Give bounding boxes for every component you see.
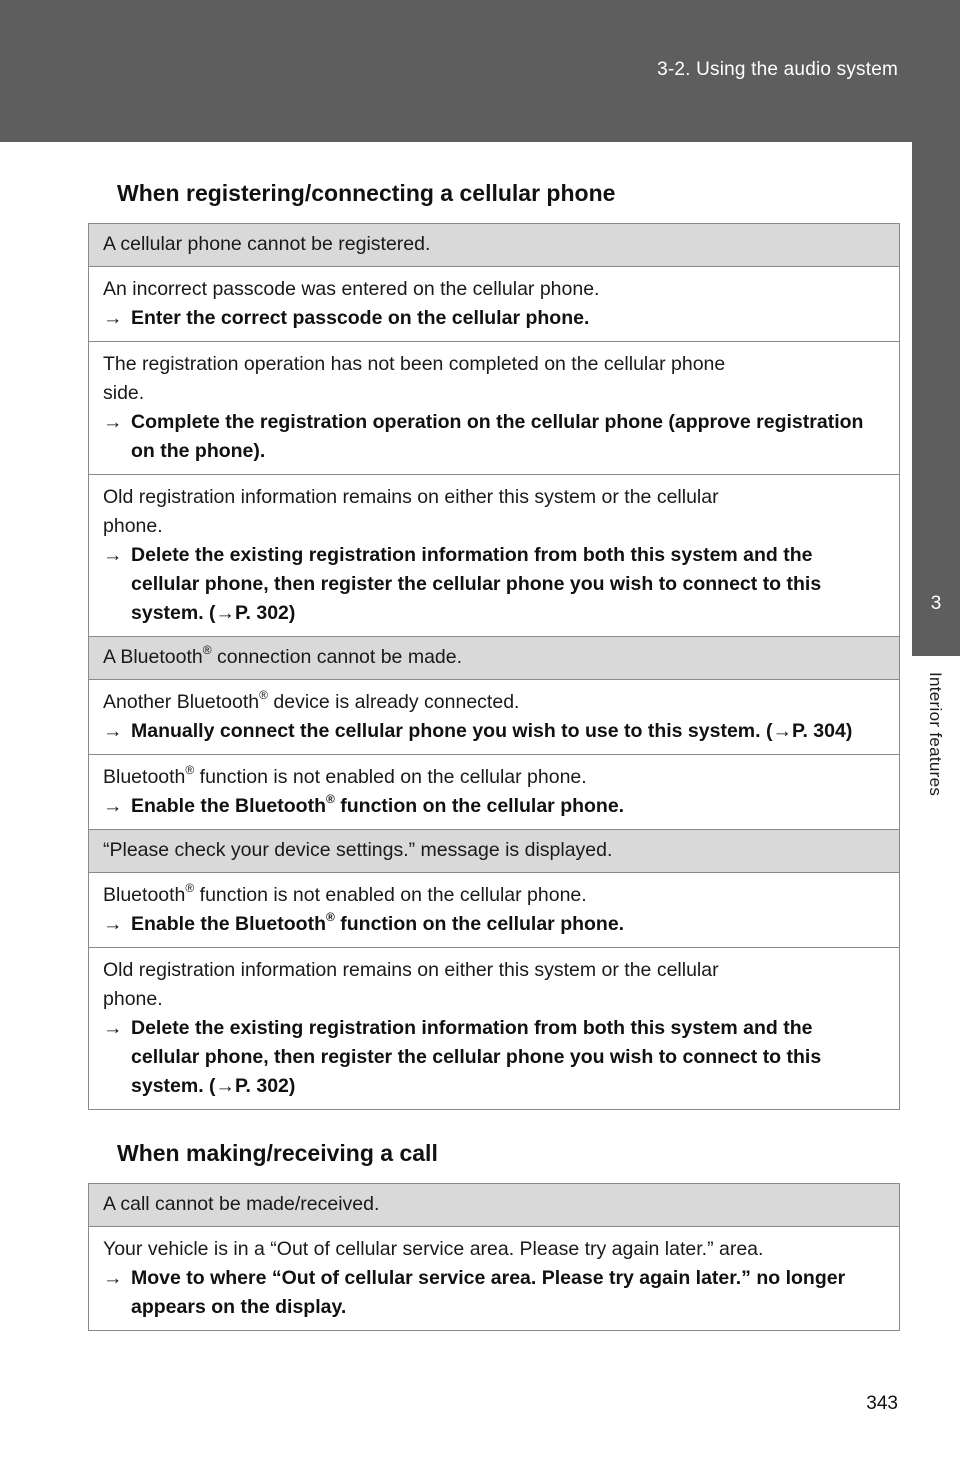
cause-text: Old registration information remains on either this system or the cellular (103, 959, 719, 981)
troubleshooting-table-calls (88, 1183, 900, 1331)
solution (103, 792, 885, 829)
problem-row (89, 637, 899, 680)
section-title-calls: When making/receiving a call (117, 1140, 438, 1166)
solution (103, 304, 885, 341)
chapter-number: 3 (912, 552, 960, 656)
cause-text: side. (103, 382, 145, 404)
page-number: 343 (866, 1393, 898, 1414)
chapter-label: Interior features (926, 672, 945, 797)
cause-row (89, 475, 899, 637)
arrow-icon: → (103, 913, 123, 935)
problem-row (89, 830, 899, 873)
cause-row (89, 267, 899, 342)
cause-text: Bluetooth® function is not enabled on the cellular phone. (103, 881, 587, 906)
problem-text: A Bluetooth® connection cannot be made. (103, 643, 463, 668)
solution-text: Move to where “Out of cellular service area. Please try again later.” no longer appears on the display. (131, 1267, 846, 1318)
cause-row (89, 873, 899, 948)
problem-text: A call cannot be made/received. (103, 1193, 380, 1215)
solution (103, 717, 885, 754)
cause-text: An incorrect passcode was entered on the cellular phone. (103, 278, 600, 300)
cause-row (89, 342, 899, 475)
solution-text: Complete the registration operation on the cellular phone (approve registration on the phone). (131, 411, 864, 462)
solution (103, 1014, 885, 1109)
cause-text: phone. (103, 988, 163, 1010)
arrow-icon: → (103, 720, 123, 742)
section-title-connecting: When registering/connecting a cellular phone (117, 180, 616, 206)
arrow-icon: → (103, 307, 123, 329)
solution-text: Manually connect the cellular phone you wish to use to this system. (→P. 304) (131, 720, 853, 742)
problem-text: A cellular phone cannot be registered. (103, 233, 431, 255)
arrow-icon: → (103, 411, 123, 433)
problem-row (89, 1184, 899, 1227)
problem-text: “Please check your device settings.” message is displayed. (103, 839, 613, 861)
cause-row (89, 755, 899, 830)
chapter-side-tab (912, 142, 960, 1342)
cause-row (89, 680, 899, 755)
arrow-icon: → (103, 1267, 123, 1289)
cause-text: phone. (103, 515, 163, 537)
cause-text: Your vehicle is in a “Out of cellular service area. Please try again later.” area. (103, 1238, 764, 1260)
solution-text: Enter the correct passcode on the cellular phone. (131, 307, 590, 329)
solution (103, 1264, 885, 1330)
solution (103, 408, 885, 474)
solution (103, 910, 885, 947)
solution-text: Delete the existing registration information from both this system and the cellular phone, then register the cellular phone you wish to connect to this system. (→P. 302) (131, 544, 822, 624)
section-header: 3-2. Using the audio system (657, 59, 898, 80)
cause-text: Another Bluetooth® device is already connected. (103, 688, 520, 713)
header-band (0, 0, 960, 142)
cause-text: Bluetooth® function is not enabled on the cellular phone. (103, 763, 587, 788)
solution-text: Enable the Bluetooth® function on the cellular phone. (131, 792, 625, 817)
solution-text: Delete the existing registration information from both this system and the cellular phone, then register the cellular phone you wish to connect to this system. (→P. 302) (131, 1017, 822, 1097)
cause-text: The registration operation has not been completed on the cellular phone (103, 353, 726, 375)
solution-text: Enable the Bluetooth® function on the cellular phone. (131, 910, 625, 935)
solution (103, 541, 885, 636)
cause-row (89, 1227, 899, 1330)
cause-text: Old registration information remains on either this system or the cellular (103, 486, 719, 508)
problem-row (89, 224, 899, 267)
arrow-icon: → (103, 795, 123, 817)
arrow-icon: → (103, 1017, 123, 1039)
troubleshooting-table-connecting (88, 223, 900, 1110)
arrow-icon: → (103, 544, 123, 566)
cause-row (89, 948, 899, 1109)
side-tab-upper (912, 142, 960, 552)
